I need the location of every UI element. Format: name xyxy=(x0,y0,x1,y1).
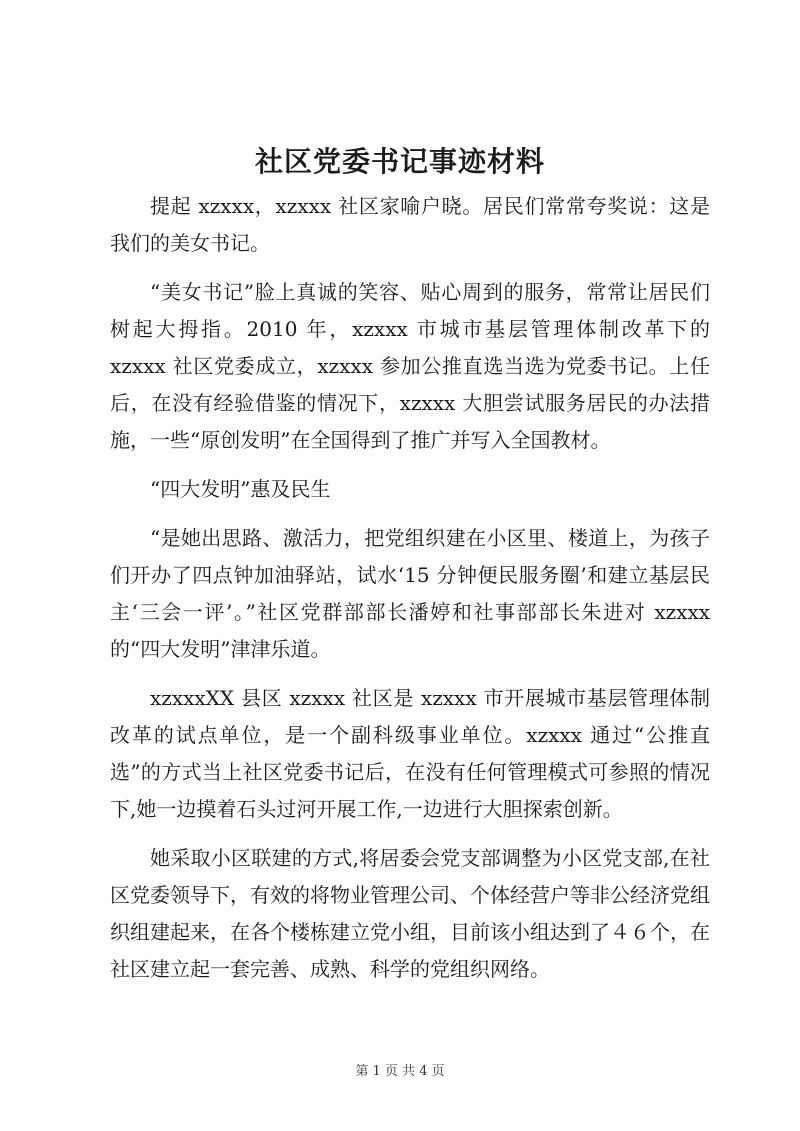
paragraph-3: “是她出思路、激活力，把党组织建在小区里、楼道上，为孩子们开办了四点钟加油驿站，试水‘15 分钟便民服务圈’和建立基层民主‘三会一评’。”社区党群部部长潘婷和社事部部长朱进对 xzxxx 的“四大发明”津津乐道。 xyxy=(110,526,710,661)
page-number-footer: 第 1 页 共 4 页 xyxy=(355,1064,445,1079)
document-title: 社区党委书记事迹材料 xyxy=(254,145,545,178)
paragraph-2: “美女书记”脸上真诚的笑容、贴心周到的服务，常常让居民们树起大拇指。2010 年，xzxxx 市城市基层管理体制改革下的 xzxxx 社区党委成立，xzxxx 参加公推直选当选为党委书记。上任后，在没有经验借鉴的情况下，xzxxx 大胆尝试服务居民的办法措施，一些“原创发明”在全国得到了推广并写入全国教材。 xyxy=(110,280,710,452)
section-heading: “四大发明”惠及民生 xyxy=(150,477,331,501)
document-body xyxy=(110,188,710,1000)
paragraph-4: xzxxxXX 县区 xzxxx 社区是 xzxxx 市开展城市基层管理体制改革的试点单位，是一个副科级事业单位。xzxxx 通过“公推直选”的方式当上社区党委书记后，在没有任何管理模式可参照的情况下,她一边摸着石头过河开展工作,一边进行大胆探索创新。 xyxy=(110,686,710,821)
paragraph-5: 她采取小区联建的方式,将居委会党支部调整为小区党支部,在社区党委领导下，有效的将物业管理公司、个体经营户等非公经济党组织组建起来，在各个楼栋建立党小组，目前该小组达到了４６个，在社区建立起一套完善、成熟、科学的党组织网络。 xyxy=(110,846,710,981)
paragraph-1: 提起 xzxxx，xzxxx 社区家喻户晓。居民们常常夸奖说：这是我们的美女书记。 xyxy=(110,194,710,255)
